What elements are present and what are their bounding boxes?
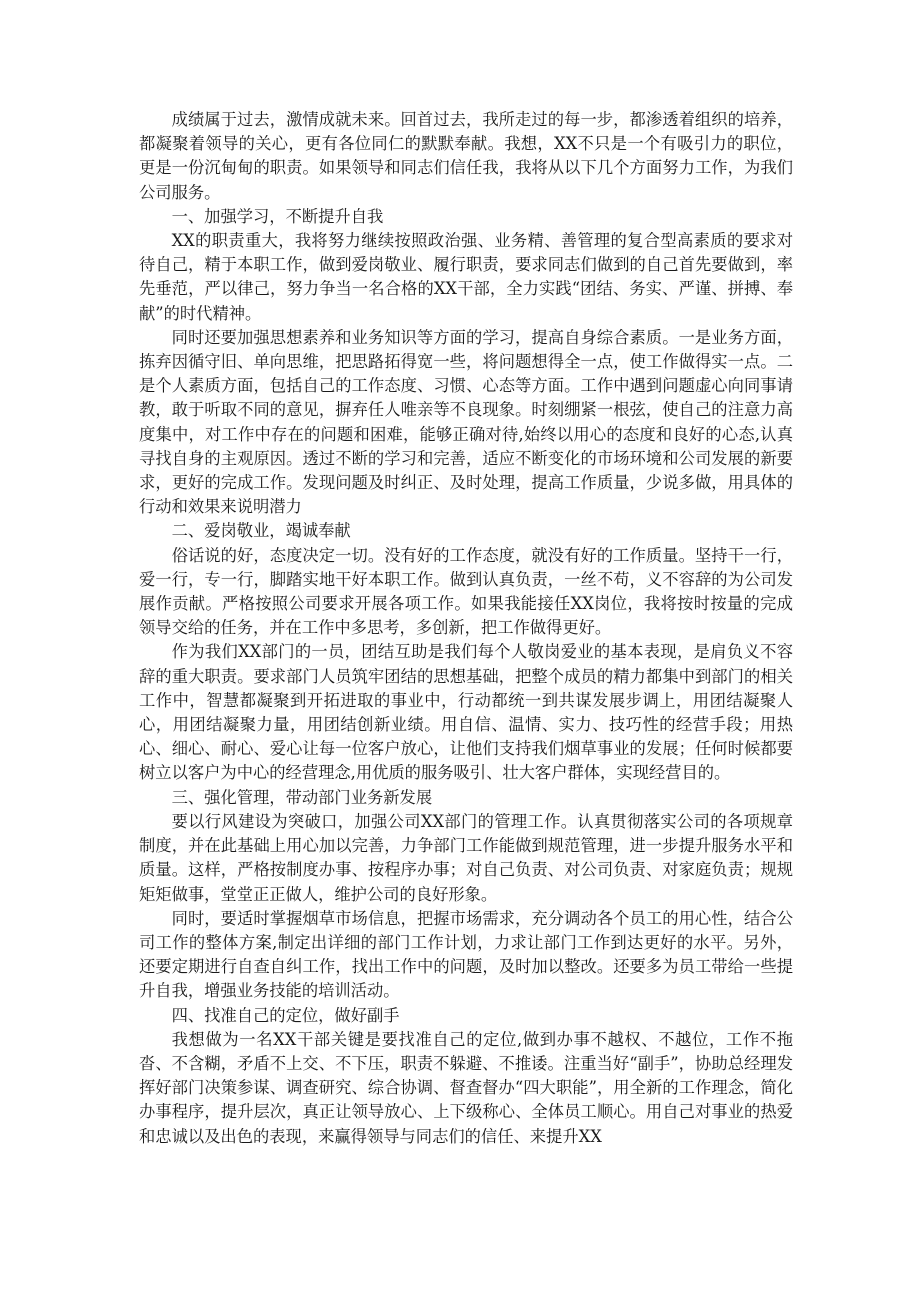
paragraph-1a: XX的职责重大，我将努力继续按照政治强、业务精、善管理的复合型高素质的要求对待自己，精于本职工作，做到爱岗敬业、履行职责，要求同志们做到的自己首先要做到，率先垂范，严以律己，努力争当一名合格的XX干部，全力实践“团结、务实、严谨、拼搏、奉献”的时代精神。: [139, 231, 793, 323]
section-heading-1: 一、加强学习，不断提升自我: [171, 206, 384, 226]
paragraph-intro: 成绩属于过去，激情成就未来。回首过去，我所走过的每一步，都渗透着组织的培养，都凝聚着领导的关心，更有各位同仁的默默奉献。我想，XX不只是一个有吸引力的职位，更是一份沉甸甸的职责。如果领导和同志们信任我，我将从以下几个方面努力工作，为我们公司服务。: [139, 110, 793, 202]
paragraph-2b: 作为我们XX部门的一员，团结互助是我们每个人敬岗爱业的基本表现，是肩负义不容辞的重大职责。要求部门人员筑牢团结的思想基础，把整个成员的精力都集中到部门的相关工作中，智慧都凝聚到开拓进取的事业中，行动都统一到共谋发展步调上，用团结凝聚人心，用团结凝聚力量，用团结创新业绩。用自信、温情、实力、技巧性的经营手段；用热心、细心、耐心、爱心让每一位客户放心，让他们支持我们烟草事业的发展；任何时候都要树立以客户为中心的经营理念,用优质的服务吸引、壮大客户群体，实现经营目的。: [139, 642, 793, 783]
document-body: [139, 108, 793, 1149]
paragraph-2a: 俗话说的好，态度决定一切。没有好的工作态度，就没有好的工作质量。坚持干一行，爱一行，专一行，脚踏实地干好本职工作。做到认真负责，一丝不苟，义不容辞的为公司发展作贡献。严格按照公司要求开展各项工作。如果我能接任XX岗位，我将按时按量的完成领导交给的任务，并在工作中多思考，多创新，把工作做得更好。: [139, 545, 793, 638]
section-heading-2: 二、爱岗敬业，竭诚奉献: [171, 521, 351, 541]
section-heading-4: 四、找准自己的定位，做好副手: [171, 1005, 400, 1025]
paragraph-3b: 同时，要适时掌握烟草市场信息，把握市场需求，充分调动各个员工的用心性，结合公司工作的整体方案,制定出详细的部门工作计划，力求让部门工作到达更好的水平。另外，还要定期进行自查自纠工作，找出工作中的问题，及时加以整改。还要多为员工带给一些提升自我，增强业务技能的培训活动。: [139, 908, 793, 1001]
paragraph-1b: 同时还要加强思想素养和业务知识等方面的学习，提高自身综合素质。一是业务方面，拣弃因循守旧、单向思维，把思路拓得宽一些，将问题想得全一点，使工作做得实一点。二是个人素质方面，包括自己的工作态度、习惯、心态等方面。工作中遇到问题虚心向同事请教，敢于听取不同的意见，摒弃任人唯亲等不良现象。时刻绷紧一根弦，使自己的注意力高度集中，对工作中存在的问题和困难，能够正确对待,始终以用心的态度和良好的心态,认真寻找自身的主观原因。透过不断的学习和完善，适应不断变化的市场环境和公司发展的新要求，更好的完成工作。发现问题及时纠正、及时处理，提高工作质量，少说多做，用具体的行动和效果来说明潜力: [139, 327, 793, 517]
paragraph-3a: 要以行风建设为突破口，加强公司XX部门的管理工作。认真贯彻落实公司的各项规章制度，并在此基础上用心加以完善，力争部门工作能做到规范管理，进一步提升服务水平和质量。这样，严格按制度办事、按程序办事；对自己负责、对公司负责、对家庭负责；规规矩矩做事，堂堂正正做人，维护公司的良好形象。: [139, 811, 793, 904]
paragraph-4a: 我想做为一名XX干部关键是要找准自己的定位,做到办事不越权、不越位，工作不拖沓、不含糊，矛盾不上交、不下压，职责不躲避、不推诿。注重当好“副手”，协助总经理发挥好部门决策参谋、调查研究、综合协调、督查督办“四大职能”，用全新的工作理念，简化办事程序，提升层次，真正让领导放心、上下级称心、全体员工顺心。用自己对事业的热爱和忠诚以及出色的表现，来赢得领导与同志们的信任、来提升XX: [139, 1029, 793, 1146]
section-heading-3: 三、强化管理，带动部门业务新发展: [171, 787, 433, 807]
